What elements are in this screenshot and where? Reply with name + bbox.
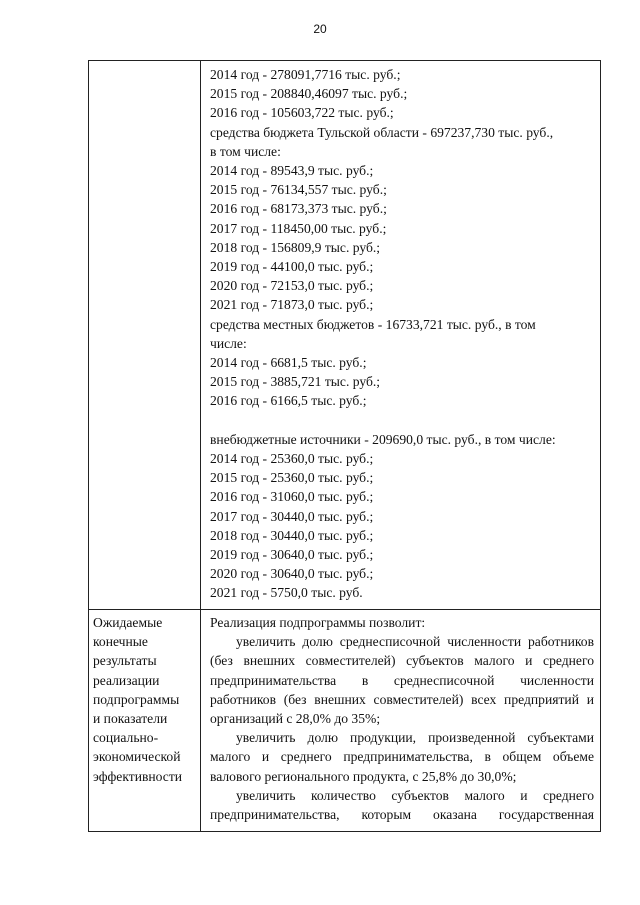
funding-line: числе: bbox=[210, 335, 247, 351]
results-content bbox=[201, 610, 600, 824]
funding-line: внебюджетные источники - 209690,0 тыс. руб., в том числе: bbox=[210, 431, 556, 447]
funding-line: 2017 год - 30440,0 тыс. руб.; bbox=[210, 508, 374, 524]
funding-line: средства бюджета Тульской области - 697237,730 тыс. руб., bbox=[210, 124, 554, 140]
page-number: 20 bbox=[313, 22, 327, 36]
funding-line: 2020 год - 72153,0 тыс. руб.; bbox=[210, 278, 374, 294]
funding-line: 2021 год - 5750,0 тыс. руб. bbox=[210, 585, 363, 601]
funding-line: 2019 год - 44100,0 тыс. руб.; bbox=[210, 259, 374, 275]
funding-line: 2020 год - 30640,0 тыс. руб.; bbox=[210, 566, 374, 582]
funding-line: 2016 год - 68173,373 тыс. руб.; bbox=[210, 201, 387, 217]
funding-label-cell bbox=[89, 61, 201, 610]
results-item: увеличить количество субъектов малого и среднего предпринимательства, которым оказана государственная bbox=[210, 787, 594, 823]
blank-line bbox=[210, 411, 594, 430]
funding-line: 2014 год - 6681,5 тыс. руб.; bbox=[210, 355, 367, 371]
funding-row bbox=[89, 61, 601, 610]
funding-line: 2016 год - 105603,722 тыс. руб.; bbox=[210, 105, 394, 121]
funding-line: 2014 год - 278091,7716 тыс. руб.; bbox=[210, 67, 401, 82]
funding-line: средства местных бюджетов - 16733,721 тыс. руб., в том bbox=[210, 316, 536, 332]
funding-line: 2015 год - 3885,721 тыс. руб.; bbox=[210, 374, 381, 390]
funding-line: 2018 год - 156809,9 тыс. руб.; bbox=[210, 239, 381, 255]
results-item: увеличить долю среднесписочной численности работников (без внешних совместителей) субъектов малого и среднего предпринимательства в среднесписочной численности работников (без внешних совместителей) всех предприятий и организаций с 28,0% до 35%; bbox=[210, 634, 594, 727]
results-content-cell bbox=[201, 610, 601, 832]
funding-line: 2021 год - 71873,0 тыс. руб.; bbox=[210, 297, 374, 313]
results-item: увеличить долю продукции, произведенной субъектами малого и среднего предпринимательства, в общем объеме валового регионального продукта, с 25,8% до 30,0%; bbox=[210, 730, 594, 784]
funding-line: 2017 год - 118450,00 тыс. руб.; bbox=[210, 220, 387, 236]
funding-line: 2019 год - 30640,0 тыс. руб.; bbox=[210, 547, 374, 563]
results-label-cell bbox=[89, 610, 201, 832]
funding-line: в том числе: bbox=[210, 143, 281, 159]
results-label: Ожидаемые конечные результаты реализации подпрограммы и показатели социально- экономической эффективности bbox=[93, 615, 183, 784]
funding-line: 2015 год - 25360,0 тыс. руб.; bbox=[210, 470, 374, 486]
funding-line: 2018 год - 30440,0 тыс. руб.; bbox=[210, 527, 374, 543]
funding-line: 2015 год - 76134,557 тыс. руб.; bbox=[210, 182, 387, 198]
funding-line: 2014 год - 25360,0 тыс. руб.; bbox=[210, 451, 374, 467]
subprogram-passport-table bbox=[88, 60, 601, 832]
funding-values-cell bbox=[201, 61, 601, 610]
funding-line: 2016 год - 6166,5 тыс. руб.; bbox=[210, 393, 367, 409]
funding-line: 2014 год - 89543,9 тыс. руб.; bbox=[210, 163, 374, 179]
funding-line: 2016 год - 31060,0 тыс. руб.; bbox=[210, 489, 374, 505]
results-row bbox=[89, 610, 601, 832]
funding-line: 2015 год - 208840,46097 тыс. руб.; bbox=[210, 86, 408, 102]
results-intro: Реализация подпрограммы позволит: bbox=[210, 615, 426, 630]
funding-lines bbox=[201, 61, 600, 603]
